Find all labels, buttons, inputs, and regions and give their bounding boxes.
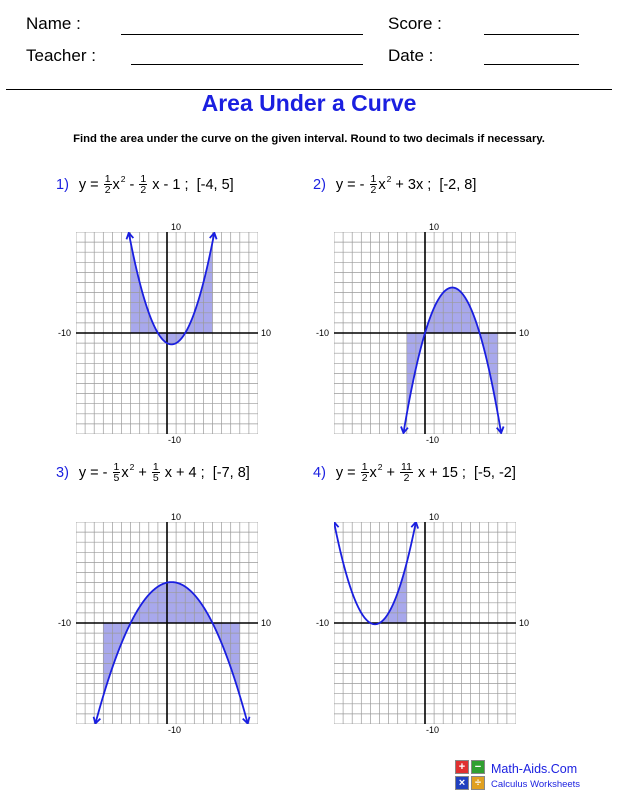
instructions: Find the area under the curve on the given interval. Round to two decimals if necessary. — [73, 133, 545, 145]
equation-lhs: y = - — [335, 176, 365, 193]
denominator: 2 — [370, 184, 377, 196]
problem-4 — [313, 462, 516, 483]
variable: x — [369, 464, 377, 481]
y-axis-min-label: -10 — [426, 435, 440, 445]
graph-3 — [76, 522, 258, 724]
numerator: 1 — [113, 461, 120, 473]
equation-rest: + 3x ; [-2, 8] — [391, 176, 477, 193]
y-axis-max-label: 10 — [171, 512, 182, 522]
teacher-line[interactable] — [131, 64, 363, 65]
teacher-label: Teacher : — [26, 46, 96, 65]
problem-3 — [56, 462, 250, 483]
graph-2 — [334, 232, 516, 434]
x-axis-min-label: -10 — [316, 618, 330, 628]
plus-icon: + — [455, 760, 469, 774]
denominator: 5 — [152, 472, 159, 484]
x-axis-min-label: -10 — [58, 618, 72, 628]
variable: x — [112, 176, 120, 193]
fraction — [370, 174, 378, 195]
numerator: 1 — [370, 173, 377, 185]
variable: x — [121, 464, 129, 481]
equation-rest: x + 15 ; [-5, -2] — [413, 464, 516, 481]
y-axis-max-label: 10 — [429, 512, 440, 522]
problem-number: 4) — [313, 464, 326, 481]
y-axis-min-label: -10 — [168, 725, 182, 735]
x-axis-max-label: 10 — [519, 618, 530, 628]
numerator: 1 — [152, 461, 159, 473]
problem-number: 3) — [56, 464, 69, 481]
denominator: 2 — [140, 184, 147, 196]
score-label: Score : — [388, 14, 442, 33]
denominator: 2 — [403, 472, 410, 484]
x-axis-max-label: 10 — [261, 618, 272, 628]
y-axis-min-label: -10 — [168, 435, 182, 445]
problem-number: 1) — [56, 176, 69, 193]
graph-1 — [76, 232, 258, 434]
times-icon: × — [455, 776, 469, 790]
equation-rest: x + 4 ; [-7, 8] — [160, 464, 250, 481]
y-axis-min-label: -10 — [426, 725, 440, 735]
problem-1 — [56, 174, 234, 195]
divide-icon: ÷ — [471, 776, 485, 790]
problem-number: 2) — [313, 176, 326, 193]
numerator: 11 — [401, 461, 412, 473]
equation-lhs: y = — [335, 464, 356, 481]
brand-name[interactable]: Math-Aids.Com — [491, 762, 578, 776]
y-axis-max-label: 10 — [171, 222, 182, 232]
equation-rest: x - 1 ; [-4, 5] — [148, 176, 234, 193]
variable: x — [378, 176, 386, 193]
math-aids-logo-icon — [455, 760, 487, 792]
name-line[interactable] — [121, 34, 363, 35]
numerator: 1 — [140, 173, 147, 185]
numerator: 1 — [361, 461, 368, 473]
page-title: Area Under a Curve — [201, 90, 417, 116]
y-axis-max-label: 10 — [429, 222, 440, 232]
minus-icon: − — [471, 760, 485, 774]
denominator: 2 — [104, 184, 111, 196]
x-axis-max-label: 10 — [261, 328, 272, 338]
fraction — [113, 462, 121, 483]
graph-4 — [334, 522, 516, 724]
equation-lhs: y = - — [78, 464, 108, 481]
operator: + — [382, 464, 400, 481]
x-axis-max-label: 10 — [519, 328, 530, 338]
exponent: 2 — [377, 461, 383, 472]
operator: - — [125, 176, 139, 193]
fraction — [139, 174, 147, 195]
numerator: 1 — [104, 173, 111, 185]
fraction — [400, 462, 413, 483]
score-line[interactable] — [484, 34, 579, 35]
operator: + — [134, 464, 151, 481]
brand-subtitle: Calculus Worksheets — [491, 779, 581, 790]
exponent: 2 — [386, 173, 392, 184]
x-axis-min-label: -10 — [316, 328, 330, 338]
denominator: 2 — [361, 472, 368, 484]
problem-2 — [313, 174, 476, 195]
fraction — [361, 462, 369, 483]
name-label: Name : — [26, 14, 81, 33]
date-line[interactable] — [484, 64, 579, 65]
fraction — [152, 462, 160, 483]
denominator: 5 — [113, 472, 120, 484]
x-axis-min-label: -10 — [58, 328, 72, 338]
exponent: 2 — [129, 461, 135, 472]
equation-lhs: y = — [78, 176, 99, 193]
date-label: Date : — [388, 46, 434, 65]
fraction — [104, 174, 112, 195]
exponent: 2 — [120, 173, 126, 184]
